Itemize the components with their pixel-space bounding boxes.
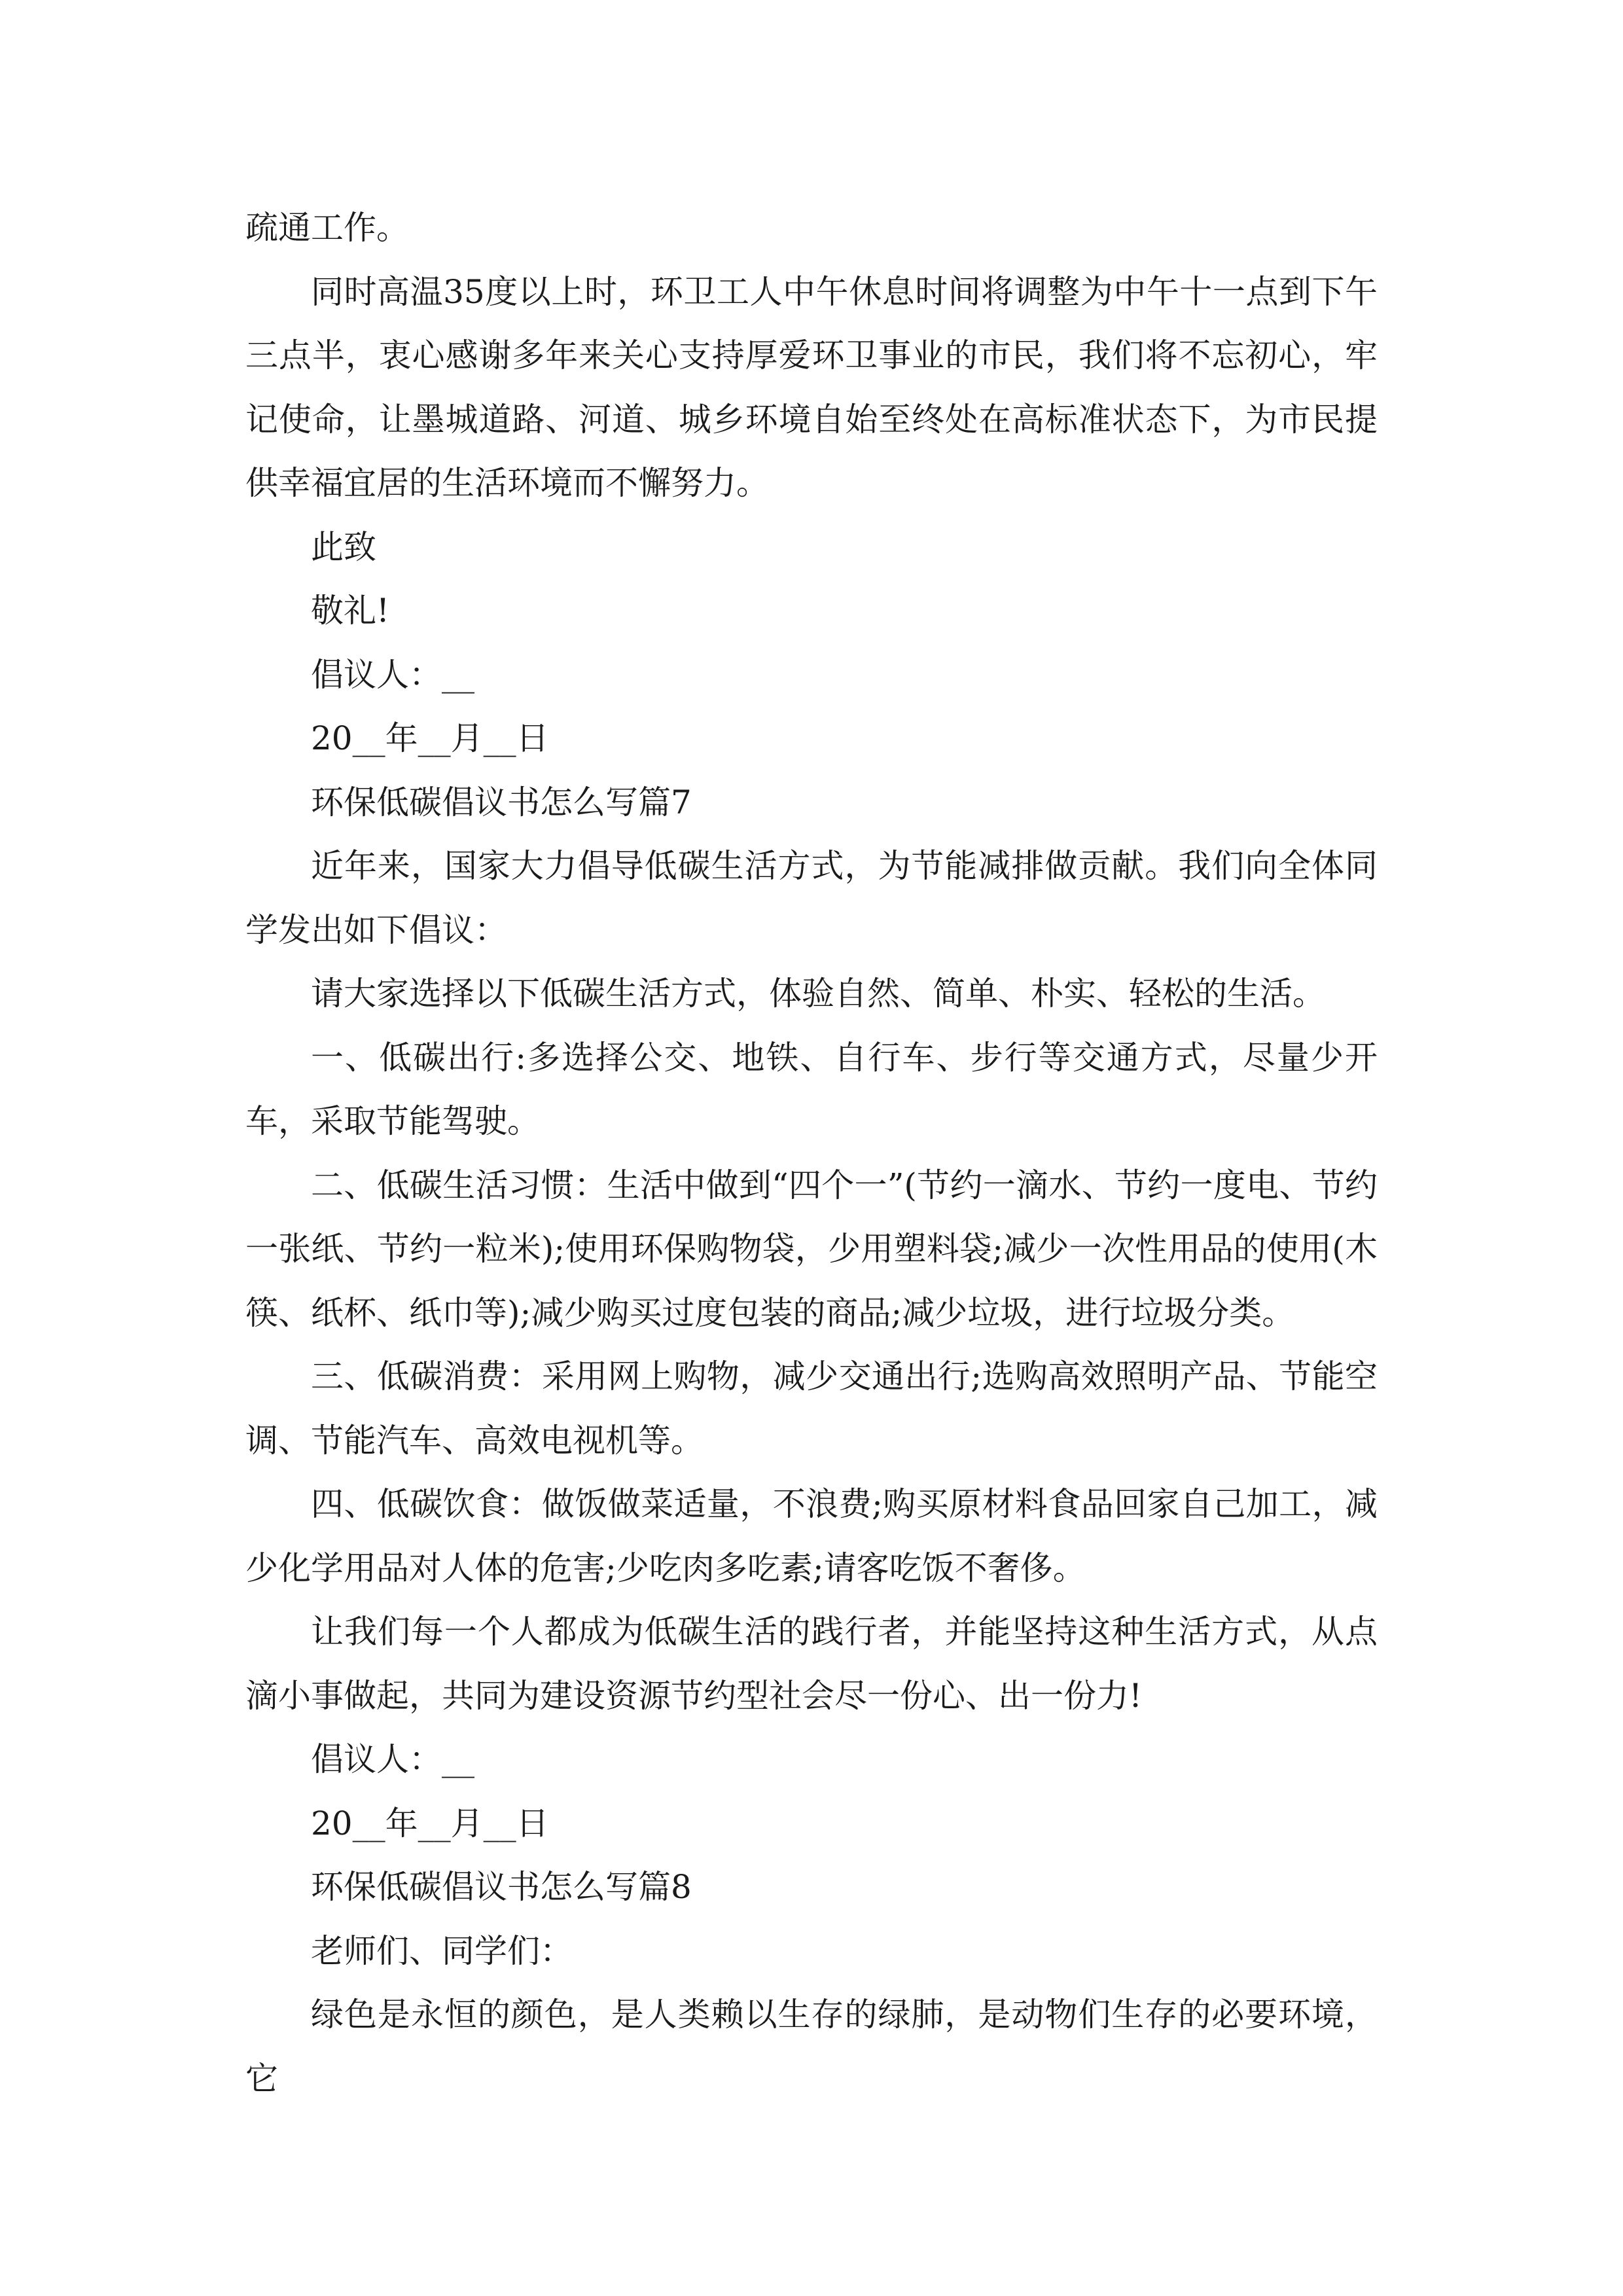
greeting-line: 老师们、同学们： (311, 1931, 573, 1970)
paragraph-intro: 近年来，国家大力倡导低碳生活方式，为节能减排做贡献。我们向全体同学发出如下倡议： (245, 847, 1378, 949)
paragraph-green-opening: 绿色是永恒的颜色，是人类赖以生存的绿肺，是动物们生存的必要环境，它 (245, 1996, 1378, 2098)
paragraph-call-to-action: 让我们每一个人都成为低碳生活的践行者，并能坚持这种生活方式，从点滴小事做起，共同为建设资源节约型社会尽一份心、出一份力! (245, 1613, 1378, 1715)
paragraph-invitation: 请大家选择以下低碳生活方式，体验自然、简单、朴实、轻松的生活。 (311, 975, 1325, 1013)
document-body (245, 196, 1378, 2111)
section-heading-8: 环保低碳倡议书怎么写篇8 (311, 1868, 692, 1906)
signature-line-2: 倡议人：__ (311, 1740, 474, 1778)
item-low-carbon-habits: 二、低碳生活习惯：生活中做到“四个一”(节约一滴水、节约一度电、节约一张纸、节约一粒米);使用环保购物袋，少用塑料袋;减少一次性用品的使用(木筷、纸杯、纸巾等);减少购买过度包装的商品;减少垃圾，进行垃圾分类。 (245, 1166, 1378, 1332)
section-heading-7: 环保低碳倡议书怎么写篇7 (311, 783, 692, 821)
date-line-2: 20__年__月__日 (311, 1804, 549, 1842)
date-line: 20__年__月__日 (311, 719, 549, 757)
paragraph-notice-body: 同时高温35度以上时，环卫工人中午休息时间将调整为中午十一点到下午三点半，衷心感谢多年来关心支持厚爱环卫事业的市民，我们将不忘初心，牢记使命，让墨城道路、河道、城乡环境自始至终处在高标准状态下，为市民提供幸福宜居的生活环境而不懈努力。 (245, 272, 1378, 502)
closing-regards: 敬礼! (311, 592, 390, 630)
item-low-carbon-consumption: 三、低碳消费：采用网上购物，减少交通出行;选购高效照明产品、节能空调、节能汽车、高效电视机等。 (245, 1357, 1378, 1460)
item-low-carbon-travel: 一、低碳出行:多选择公交、地铁、自行车、步行等交通方式，尽量少开车，采取节能驾驶。 (245, 1038, 1378, 1140)
item-low-carbon-diet: 四、低碳饮食：做饭做菜适量，不浪费;购买原材料食品回家自己加工，减少化学用品对人体的危害;少吃肉多吃素;请客吃饭不奢侈。 (245, 1485, 1378, 1587)
closing-salutation: 此致 (311, 528, 376, 566)
paragraph-continuation: 疏通工作。 (245, 209, 409, 247)
signature-line: 倡议人：__ (311, 655, 474, 694)
